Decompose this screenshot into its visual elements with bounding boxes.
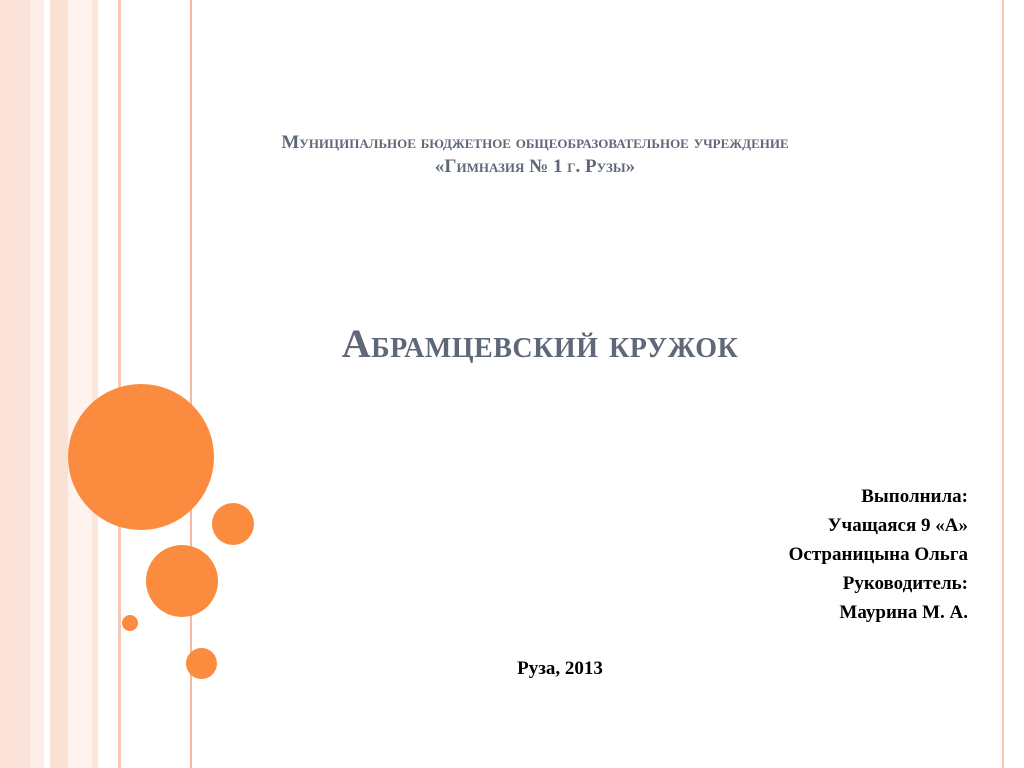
- school-name-line1: Муниципальное бюджетное общеобразовательное учреждение: [281, 132, 789, 153]
- school-name-line2: «Гимназия № 1 г. Рузы»: [434, 156, 636, 177]
- slide-title: Абрамцевский кружок: [341, 321, 739, 366]
- supervisor-label: Руководитель:: [842, 573, 968, 594]
- decorative-line: [118, 0, 121, 768]
- student-class: Учащаяся 9 «А»: [827, 515, 968, 536]
- decorative-circle-small: [212, 503, 254, 545]
- decorative-stripe: [68, 0, 92, 768]
- decorative-stripe: [0, 0, 30, 768]
- decorative-stripe: [92, 0, 98, 768]
- decorative-stripe: [30, 0, 44, 768]
- performed-label: Выполнила:: [861, 486, 968, 507]
- school-name: [160, 131, 910, 179]
- decorative-circle-large: [68, 384, 214, 530]
- author-block: [789, 482, 968, 627]
- decorative-circle-medium: [146, 545, 218, 617]
- supervisor-name: Маурина М. А.: [839, 602, 968, 623]
- decorative-circle-small: [186, 648, 217, 679]
- decorative-line: [1002, 0, 1004, 768]
- decorative-circle-tiny: [122, 615, 138, 631]
- decorative-stripe: [50, 0, 68, 768]
- student-name: Остраницына Ольга: [788, 544, 968, 565]
- place-year: Руза, 2013: [517, 658, 603, 679]
